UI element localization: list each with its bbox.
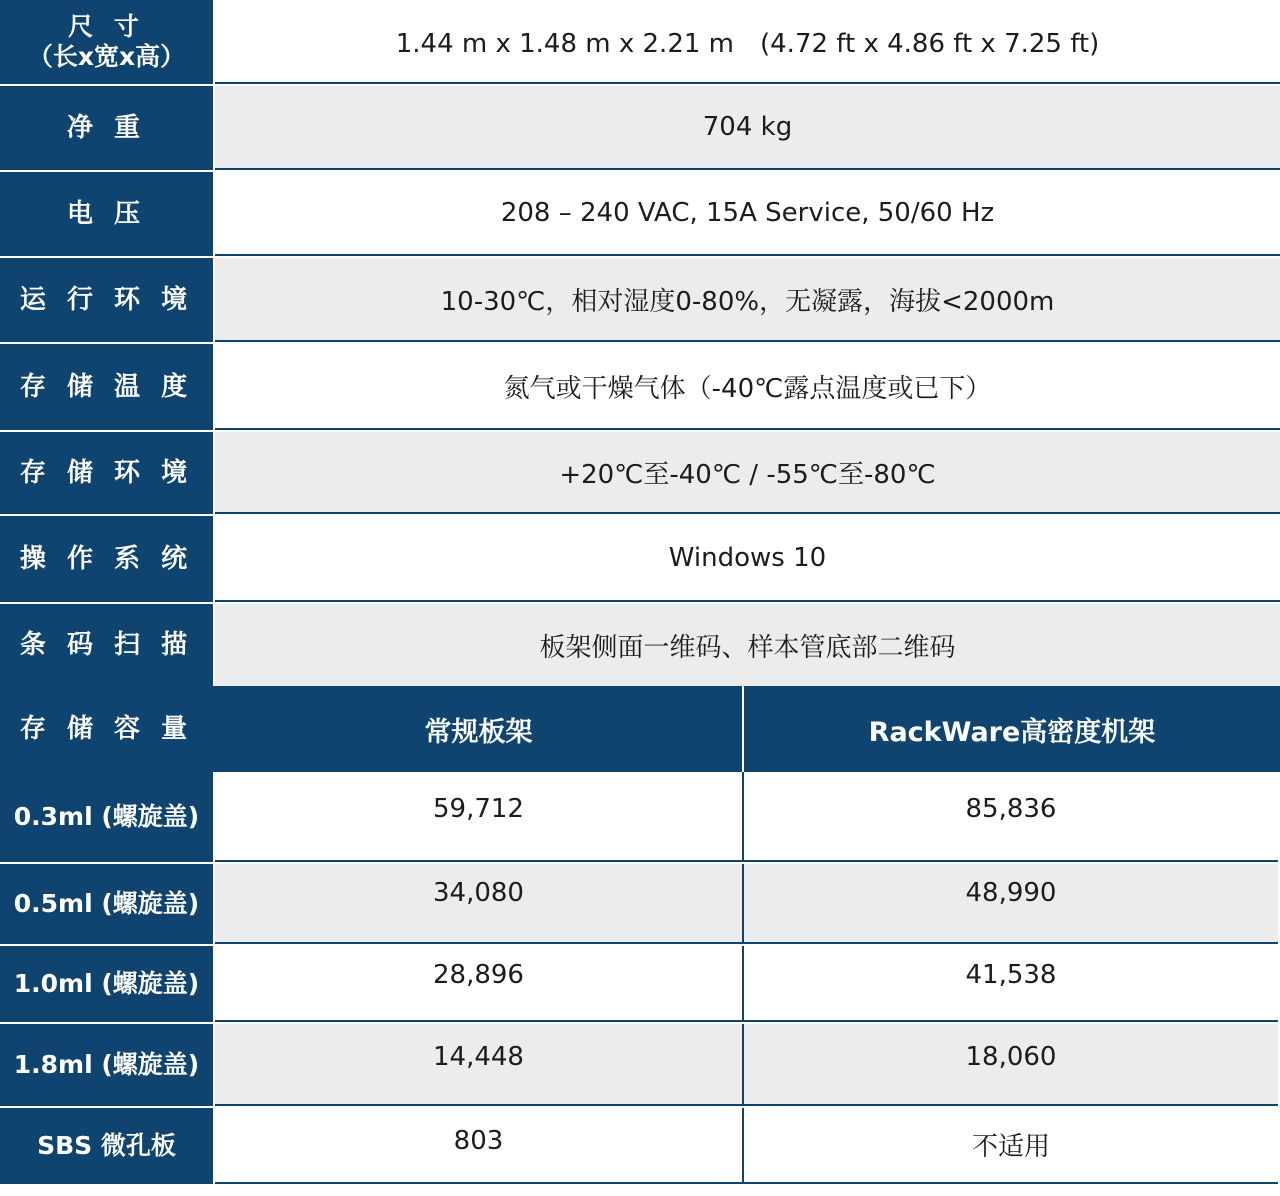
capacity-rackware-value: 18,060: [742, 1024, 1278, 1106]
spec-label-storage-env: 存 储 环 境: [0, 432, 213, 514]
spec-value-operating-env: 10-30℃，相对湿度0-80%，无凝露，海拔<2000m: [215, 258, 1280, 342]
capacity-row: [0, 772, 1280, 862]
capacity-regular-value: 28,896: [215, 946, 742, 1022]
spec-value-os: Windows 10: [215, 516, 1280, 602]
spec-row-voltage: [0, 172, 1280, 256]
spec-label-line2: （长x宽x高）: [27, 42, 186, 71]
capacity-rackware-value: 48,990: [742, 864, 1278, 944]
spec-label-operating-env: 运 行 环 境: [0, 258, 213, 342]
capacity-regular-value: 34,080: [215, 864, 742, 944]
spec-label-voltage: 电 压: [0, 172, 213, 256]
spec-label-os: 操 作 系 统: [0, 516, 213, 602]
capacity-row: [0, 1024, 1280, 1106]
spec-value-barcode: 板架侧面一维码、样本管底部二维码: [215, 604, 1280, 686]
spec-value-voltage: 208 – 240 VAC, 15A Service, 50/60 Hz: [215, 172, 1280, 256]
capacity-regular-value: 803: [215, 1108, 742, 1184]
spec-row-weight: [0, 86, 1280, 170]
spec-value-storage-temp: 氮气或干燥气体（-40℃露点温度或已下）: [215, 344, 1280, 430]
capacity-label: 存 储 容 量: [0, 686, 213, 772]
capacity-row-label: 0.5ml (螺旋盖): [0, 864, 213, 944]
capacity-col-rackware: RackWare高密度机架: [742, 686, 1280, 772]
capacity-row: [0, 864, 1280, 944]
spec-label-weight: 净 重: [0, 86, 213, 170]
capacity-row-label: 0.3ml (螺旋盖): [0, 772, 213, 862]
capacity-rackware-value: 41,538: [742, 946, 1278, 1022]
capacity-rackware-value: 不适用: [742, 1108, 1278, 1184]
spec-value-storage-env: +20℃至-40℃ / -55℃至-80℃: [215, 432, 1280, 514]
spec-row-barcode: [0, 604, 1280, 686]
capacity-header-row: [0, 686, 1280, 772]
capacity-regular-value: 14,448: [215, 1024, 742, 1106]
spec-value-weight: 704 kg: [215, 86, 1280, 170]
capacity-rackware-value: 85,836: [742, 772, 1278, 862]
spec-row-dimensions: [0, 0, 1280, 84]
spec-row-storage-env: [0, 432, 1280, 514]
spec-label-storage-temp: 存 储 温 度: [0, 344, 213, 430]
capacity-row-label: 1.8ml (螺旋盖): [0, 1024, 213, 1106]
capacity-row: [0, 946, 1280, 1022]
spec-value-dimensions: 1.44 m x 1.48 m x 2.21 m (4.72 ft x 4.86 ft x 7.25 ft): [215, 0, 1280, 84]
spec-row-os: [0, 516, 1280, 602]
capacity-row: [0, 1108, 1280, 1184]
capacity-row-label: SBS 微孔板: [0, 1108, 213, 1184]
capacity-col-regular: 常规板架: [424, 716, 533, 748]
spec-label-barcode: 条 码 扫 描: [0, 604, 213, 686]
capacity-row-label: 1.0ml (螺旋盖): [0, 946, 213, 1022]
spec-row-operating-env: [0, 258, 1280, 342]
spec-label-dimensions: [0, 0, 213, 84]
capacity-regular-value: 59,712: [215, 772, 742, 862]
spec-label-line1: 尺 寸: [68, 12, 145, 41]
spec-row-storage-temp: [0, 344, 1280, 430]
